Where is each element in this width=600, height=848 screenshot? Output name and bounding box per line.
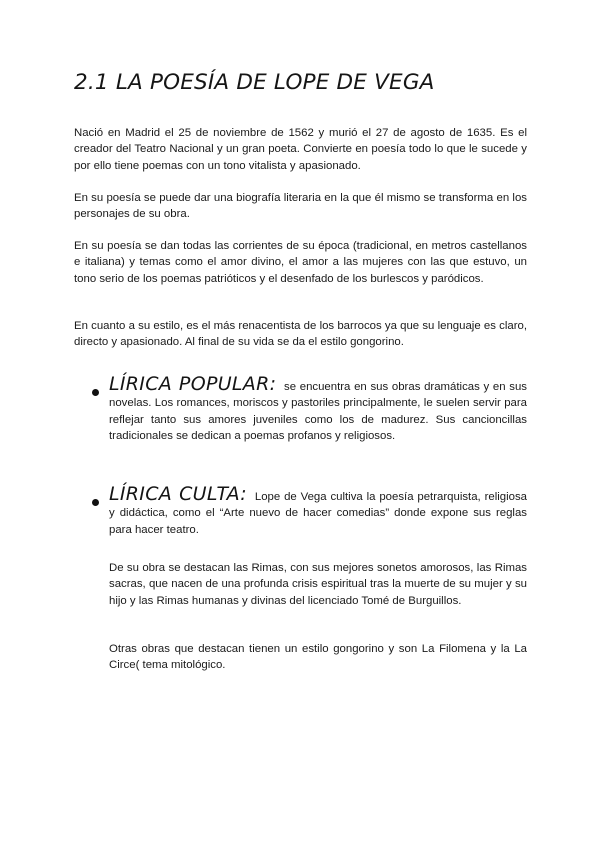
bullet-heading: LÍRICA CULTA:: [109, 483, 247, 505]
bullet-body: [109, 483, 527, 538]
paragraph-rimas: De su obra se destacan las Rimas, con sus mejores sonetos amorosos, las Rimas sacras, que nacen de una profunda crisis espiritual tras la muerte de su mujer y su hijo y las Rimas humanas y divinas del licenciado Tomé de Burguillos.: [109, 562, 527, 607]
paragraph-style: En cuanto a su estilo, es el más renacentista de los barrocos ya que su lenguaje es claro, directo y apasionado. Al final de su vida se da el estilo gongorino.: [74, 320, 527, 349]
bullet-text: Lope de Vega cultiva la poesía petrarquista, religiosa y didáctica, como el “Arte nuevo de hacer comedias” donde expone sus reglas para hacer teatro.: [109, 491, 527, 536]
paragraph-currents-themes: En su poesía se dan todas las corrientes de su época (tradicional, en metros castellanos e italiana) y temas como el amor divino, el amor a las mujeres con las que estuvo, un tono serio de los poemas patrióticos y el desenfado de los burlescos y paródicos.: [74, 240, 527, 285]
bullet-dot-icon: [92, 389, 99, 396]
paragraph-biography: Nació en Madrid el 25 de noviembre de 1562 y murió el 27 de agosto de 1635. Es el creador del Teatro Nacional y un gran poeta. Convierte en poesía todo lo que le sucede y por ello tiene poemas con un tono vitalista y apasionado.: [74, 127, 527, 172]
bullet-text: se encuentra en sus obras dramáticas y en sus novelas. Los romances, moriscos y pastoriles principalmente, le suelen servir para reflejar tanto sus amores juveniles como los de madurez. Sus cancioncillas tradicionales se dedican a poemas profanos y religiosos.: [109, 381, 527, 442]
paragraph-other-works: Otras obras que destacan tienen un estilo gongorino y son La Filomena y la La Circe( tema mitológico.: [109, 643, 527, 672]
bullet-body: [109, 373, 527, 444]
bullet-dot-icon: [92, 499, 99, 506]
bullet-lirica-culta: [92, 483, 527, 538]
paragraph-literary-biography: En su poesía se puede dar una biografía literaria en la que él mismo se transforma en los personajes de su obra.: [74, 192, 527, 221]
bullet-lirica-popular: [92, 373, 527, 444]
bullet-heading: LÍRICA POPULAR:: [109, 373, 277, 395]
page-title: 2.1 LA POESÍA DE LOPE DE VEGA: [74, 70, 435, 95]
